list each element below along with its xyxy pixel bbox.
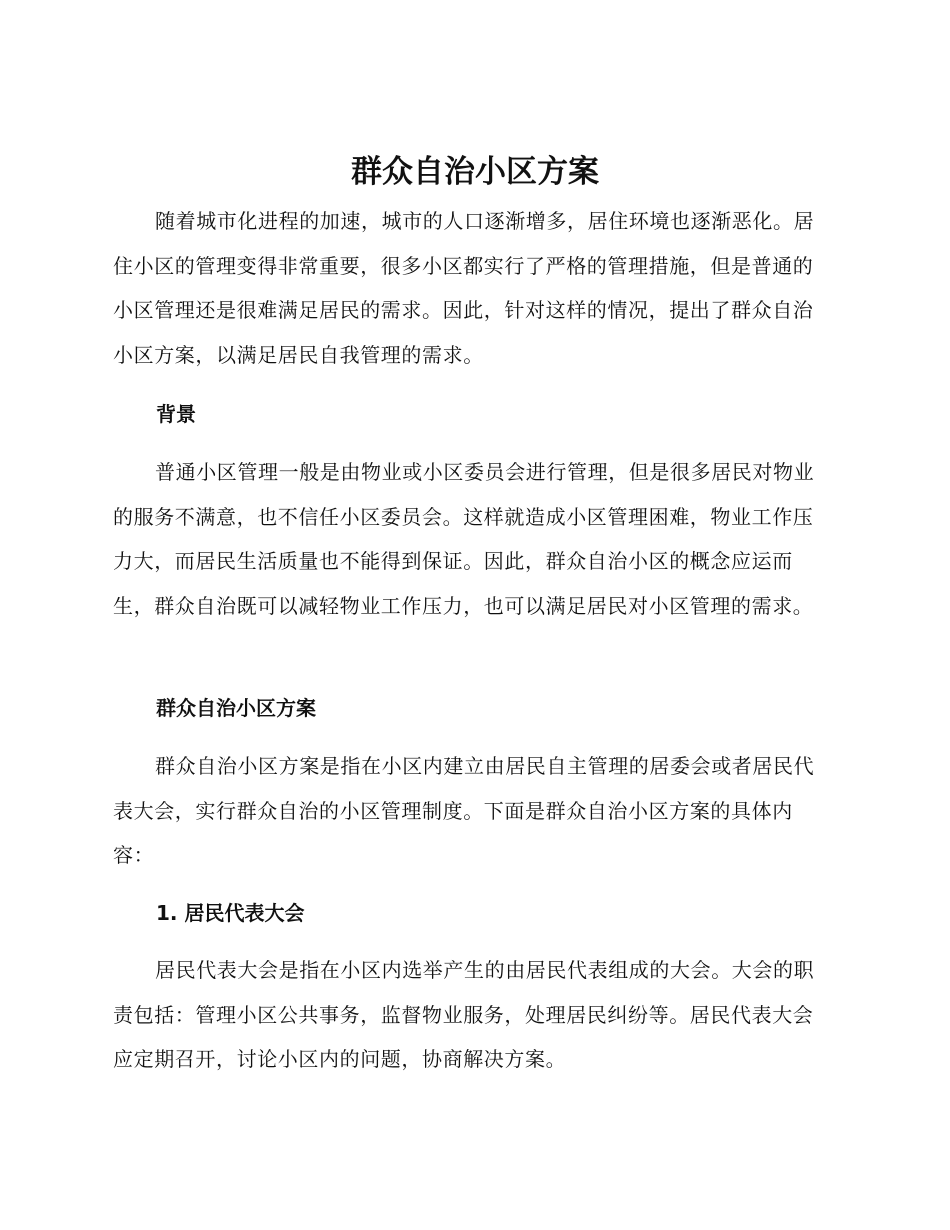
document-title: 群众自治小区方案 (351, 154, 599, 190)
section-body-resident-congress: 居民代表大会是指在小区内选举产生的由居民代表组成的大会。大会的职责包括：管理小区公共事务，监督物业服务，处理居民纠纷等。居民代表大会应定期召开，讨论小区内的问题，协商解决方案。 (113, 958, 815, 1071)
section-body-plan: 群众自治小区方案是指在小区内建立由居民自主管理的居委会或者居民代表大会，实行群众自治的小区管理制度。下面是群众自治小区方案的具体内容： (113, 754, 815, 867)
intro-paragraph: 随着城市化进程的加速，城市的人口逐渐增多，居住环境也逐渐恶化。居住小区的管理变得非常重要，很多小区都实行了严格的管理措施，但是普通的小区管理还是很难满足居民的需求。因此，针对这样的情况，提出了群众自治小区方案，以满足居民自我管理的需求。 (113, 209, 815, 367)
section-heading-plan: 群众自治小区方案 (156, 696, 316, 720)
section-body-background: 普通小区管理一般是由物业或小区委员会进行管理，但是很多居民对物业的服务不满意，也不信任小区委员会。这样就造成小区管理困难，物业工作压力大，而居民生活质量也不能得到保证。因此，群众自治小区的概念应运而生，群众自治既可以减轻物业工作压力，也可以满足居民对小区管理的需求。 (113, 460, 815, 618)
section-heading-resident-congress: 1. 居民代表大会 (156, 901, 305, 925)
section-heading-background: 背景 (156, 402, 196, 426)
